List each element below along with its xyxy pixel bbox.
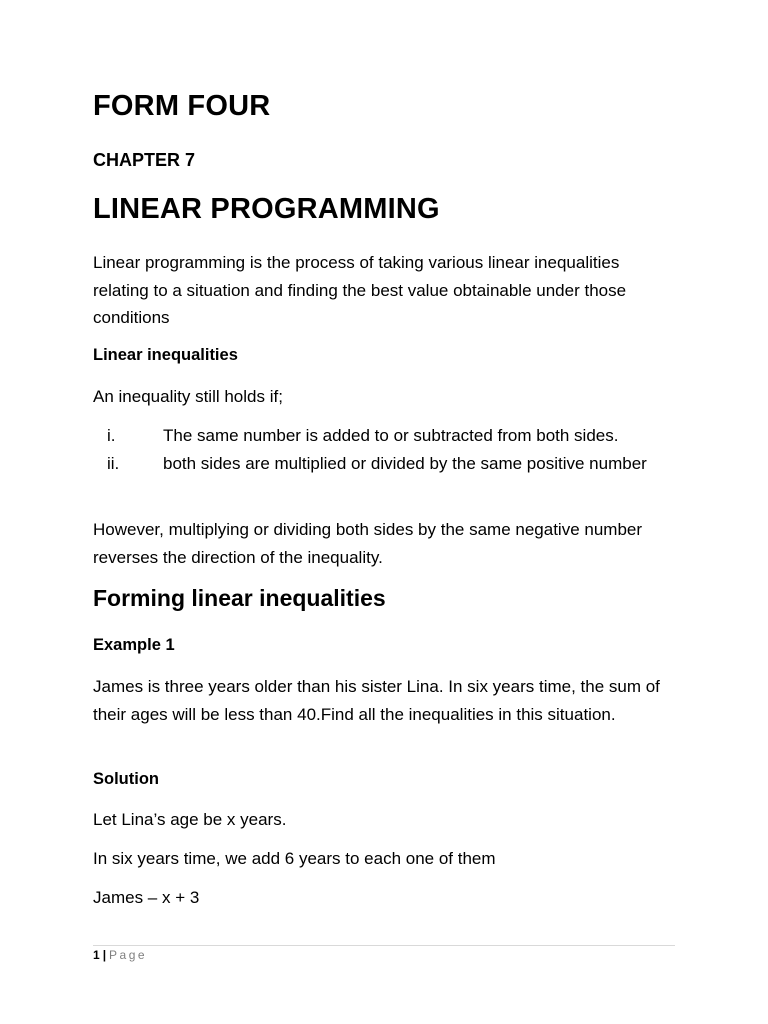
forming-inequalities-heading: Forming linear inequalities (93, 585, 386, 611)
solution-step: In six years time, we add 6 years to each one of them (93, 849, 496, 868)
solution-label: Solution (93, 770, 159, 788)
solution-step: James – x + 3 (93, 888, 200, 907)
intro-paragraph: Linear programming is the process of taking various linear inequalities relating to a situation and finding the best value obtainable under those conditions (93, 253, 627, 327)
form-heading: FORM FOUR (93, 90, 271, 122)
negative-note-paragraph: However, multiplying or dividing both sides by the same negative number reverses the direction of the inequality. (93, 520, 643, 567)
linear-inequalities-heading: Linear inequalities (93, 346, 238, 364)
example-label: Example 1 (93, 636, 175, 654)
page-number: 1 (93, 948, 100, 962)
list-item-number: ii. (107, 453, 120, 473)
footer-separator: | (102, 948, 107, 962)
footer-divider (93, 945, 675, 946)
chapter-title: LINEAR PROGRAMMING (93, 193, 440, 225)
inequality-rules-list (93, 422, 693, 477)
page-footer (93, 948, 147, 962)
example-text: James is three years older than his sister Lina. In six years time, the sum of their ages will be less than 40.Find all the inequalities in this situation. (93, 677, 660, 724)
chapter-heading: CHAPTER 7 (93, 150, 196, 170)
solution-step: Let Lina’s age be x years. (93, 810, 287, 829)
document-page (93, 0, 693, 1024)
list-item-number: i. (107, 426, 116, 445)
list-item-text: both sides are multiplied or divided by the same positive number (163, 453, 647, 473)
page-label: Page (109, 948, 148, 962)
list-item-text: The same number is added to or subtracted from both sides. (163, 426, 619, 445)
inequality-lead: An inequality still holds if; (93, 387, 283, 406)
list-item (93, 450, 693, 478)
list-item (93, 422, 693, 450)
